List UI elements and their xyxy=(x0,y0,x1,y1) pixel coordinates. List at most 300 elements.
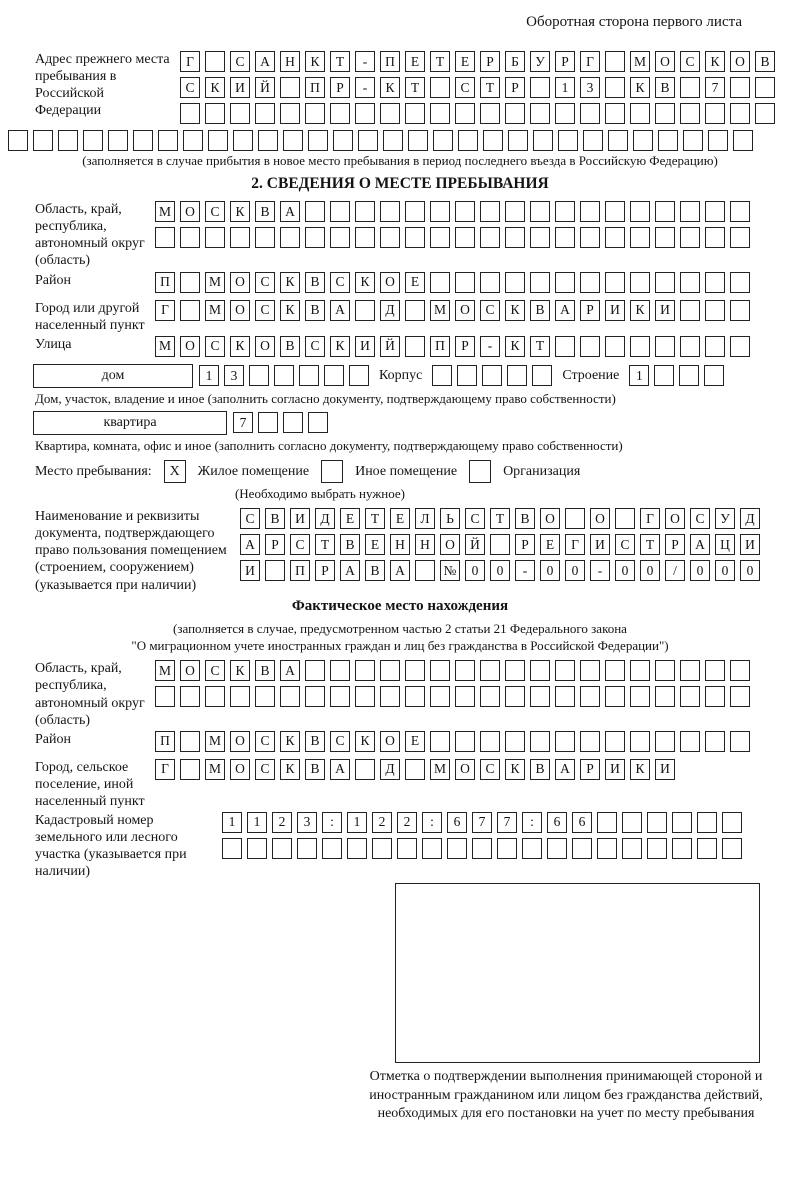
char-cell[interactable]: О xyxy=(540,508,560,529)
char-cell[interactable] xyxy=(305,686,325,707)
char-cell[interactable]: 1 xyxy=(222,812,242,833)
char-cell[interactable]: 0 xyxy=(715,560,735,581)
char-cell[interactable] xyxy=(532,365,552,386)
char-cell[interactable] xyxy=(755,103,775,124)
char-cell[interactable] xyxy=(580,660,600,681)
char-cell[interactable] xyxy=(347,838,367,859)
char-cell[interactable] xyxy=(522,838,542,859)
char-cell[interactable]: 1 xyxy=(199,365,219,386)
char-cell[interactable] xyxy=(280,77,300,98)
char-cell[interactable]: О xyxy=(655,51,675,72)
char-cell[interactable] xyxy=(180,686,200,707)
char-cell[interactable]: О xyxy=(665,508,685,529)
char-cell[interactable] xyxy=(380,660,400,681)
char-cell[interactable] xyxy=(133,130,153,151)
char-cell[interactable] xyxy=(447,838,467,859)
char-cell[interactable] xyxy=(672,812,692,833)
char-cell[interactable]: В xyxy=(280,336,300,357)
char-cell[interactable]: Р xyxy=(315,560,335,581)
char-cell[interactable] xyxy=(605,51,625,72)
char-cell[interactable] xyxy=(455,103,475,124)
char-cell[interactable]: П xyxy=(155,272,175,293)
char-cell[interactable]: В xyxy=(305,731,325,752)
char-cell[interactable] xyxy=(258,412,278,433)
char-cell[interactable] xyxy=(233,130,253,151)
char-cell[interactable] xyxy=(472,838,492,859)
char-cell[interactable] xyxy=(280,103,300,124)
char-cell[interactable] xyxy=(330,201,350,222)
char-cell[interactable] xyxy=(555,660,575,681)
char-cell[interactable] xyxy=(180,227,200,248)
char-cell[interactable] xyxy=(697,812,717,833)
char-cell[interactable] xyxy=(505,201,525,222)
stay-type-checkbox-organization[interactable] xyxy=(469,460,491,483)
char-cell[interactable] xyxy=(530,201,550,222)
char-cell[interactable] xyxy=(405,336,425,357)
char-cell[interactable]: К xyxy=(280,300,300,321)
char-cell[interactable] xyxy=(405,227,425,248)
char-cell[interactable]: Р xyxy=(480,51,500,72)
char-cell[interactable] xyxy=(555,272,575,293)
char-cell[interactable]: В xyxy=(530,300,550,321)
char-cell[interactable]: П xyxy=(305,77,325,98)
char-cell[interactable] xyxy=(730,201,750,222)
char-cell[interactable]: Р xyxy=(580,300,600,321)
char-cell[interactable] xyxy=(330,686,350,707)
char-cell[interactable] xyxy=(722,838,742,859)
char-cell[interactable]: М xyxy=(205,272,225,293)
char-cell[interactable] xyxy=(655,660,675,681)
char-cell[interactable]: О xyxy=(730,51,750,72)
char-cell[interactable] xyxy=(430,272,450,293)
char-cell[interactable] xyxy=(555,731,575,752)
char-cell[interactable]: С xyxy=(205,336,225,357)
char-cell[interactable]: О xyxy=(230,759,250,780)
char-cell[interactable] xyxy=(605,686,625,707)
char-cell[interactable] xyxy=(330,227,350,248)
char-cell[interactable] xyxy=(280,227,300,248)
char-cell[interactable] xyxy=(697,838,717,859)
char-cell[interactable]: А xyxy=(255,51,275,72)
char-cell[interactable] xyxy=(505,686,525,707)
char-cell[interactable] xyxy=(355,300,375,321)
char-cell[interactable] xyxy=(647,838,667,859)
char-cell[interactable]: № xyxy=(440,560,460,581)
char-cell[interactable] xyxy=(480,660,500,681)
char-cell[interactable]: Н xyxy=(415,534,435,555)
char-cell[interactable]: О xyxy=(380,272,400,293)
char-cell[interactable] xyxy=(605,201,625,222)
char-cell[interactable] xyxy=(608,130,628,151)
char-cell[interactable]: К xyxy=(230,336,250,357)
char-cell[interactable]: Ц xyxy=(715,534,735,555)
char-cell[interactable]: Г xyxy=(155,300,175,321)
char-cell[interactable]: С xyxy=(255,300,275,321)
char-cell[interactable]: О xyxy=(180,660,200,681)
char-cell[interactable] xyxy=(647,812,667,833)
char-cell[interactable]: М xyxy=(205,300,225,321)
char-cell[interactable]: Т xyxy=(490,508,510,529)
char-cell[interactable] xyxy=(605,660,625,681)
char-cell[interactable] xyxy=(247,838,267,859)
char-cell[interactable]: М xyxy=(430,759,450,780)
char-cell[interactable]: Б xyxy=(505,51,525,72)
char-cell[interactable] xyxy=(680,731,700,752)
char-cell[interactable] xyxy=(355,227,375,248)
char-cell[interactable] xyxy=(255,686,275,707)
char-cell[interactable]: К xyxy=(630,77,650,98)
char-cell[interactable] xyxy=(430,731,450,752)
char-cell[interactable] xyxy=(380,227,400,248)
char-cell[interactable] xyxy=(355,103,375,124)
char-cell[interactable]: С xyxy=(290,534,310,555)
char-cell[interactable] xyxy=(680,272,700,293)
char-cell[interactable] xyxy=(615,508,635,529)
char-cell[interactable] xyxy=(705,227,725,248)
char-cell[interactable] xyxy=(558,130,578,151)
char-cell[interactable]: Е xyxy=(405,51,425,72)
char-cell[interactable]: Р xyxy=(580,759,600,780)
char-cell[interactable] xyxy=(430,77,450,98)
char-cell[interactable]: К xyxy=(280,759,300,780)
char-cell[interactable] xyxy=(565,508,585,529)
char-cell[interactable] xyxy=(597,838,617,859)
char-cell[interactable]: С xyxy=(330,731,350,752)
char-cell[interactable]: 3 xyxy=(297,812,317,833)
char-cell[interactable]: В xyxy=(305,759,325,780)
char-cell[interactable]: Т xyxy=(640,534,660,555)
char-cell[interactable] xyxy=(358,130,378,151)
char-cell[interactable]: И xyxy=(605,300,625,321)
char-cell[interactable] xyxy=(205,51,225,72)
char-cell[interactable] xyxy=(679,365,699,386)
char-cell[interactable]: : xyxy=(422,812,442,833)
char-cell[interactable] xyxy=(430,686,450,707)
char-cell[interactable] xyxy=(580,272,600,293)
char-cell[interactable] xyxy=(572,838,592,859)
char-cell[interactable] xyxy=(705,272,725,293)
char-cell[interactable]: С xyxy=(455,77,475,98)
char-cell[interactable]: Т xyxy=(430,51,450,72)
char-cell[interactable]: К xyxy=(230,660,250,681)
char-cell[interactable] xyxy=(530,272,550,293)
char-cell[interactable]: К xyxy=(330,336,350,357)
char-cell[interactable] xyxy=(597,812,617,833)
char-cell[interactable] xyxy=(180,272,200,293)
char-cell[interactable]: В xyxy=(515,508,535,529)
char-cell[interactable]: С xyxy=(255,759,275,780)
char-cell[interactable]: К xyxy=(505,759,525,780)
char-cell[interactable] xyxy=(705,103,725,124)
char-cell[interactable] xyxy=(158,130,178,151)
char-cell[interactable]: Т xyxy=(480,77,500,98)
char-cell[interactable]: В xyxy=(365,560,385,581)
char-cell[interactable]: Р xyxy=(265,534,285,555)
char-cell[interactable] xyxy=(705,300,725,321)
char-cell[interactable]: А xyxy=(555,300,575,321)
char-cell[interactable]: 0 xyxy=(465,560,485,581)
char-cell[interactable] xyxy=(305,227,325,248)
char-cell[interactable] xyxy=(305,201,325,222)
char-cell[interactable] xyxy=(580,336,600,357)
stay-type-checkbox-residential[interactable]: X xyxy=(164,460,186,483)
char-cell[interactable] xyxy=(380,201,400,222)
char-cell[interactable] xyxy=(654,365,674,386)
char-cell[interactable] xyxy=(555,103,575,124)
char-cell[interactable] xyxy=(208,130,228,151)
char-cell[interactable]: Г xyxy=(640,508,660,529)
char-cell[interactable]: К xyxy=(355,731,375,752)
char-cell[interactable] xyxy=(283,130,303,151)
char-cell[interactable] xyxy=(730,336,750,357)
char-cell[interactable] xyxy=(705,336,725,357)
char-cell[interactable] xyxy=(555,686,575,707)
char-cell[interactable] xyxy=(58,130,78,151)
char-cell[interactable]: : xyxy=(322,812,342,833)
char-cell[interactable]: 7 xyxy=(472,812,492,833)
char-cell[interactable]: О xyxy=(440,534,460,555)
char-cell[interactable]: И xyxy=(740,534,760,555)
char-cell[interactable]: И xyxy=(655,300,675,321)
char-cell[interactable] xyxy=(672,838,692,859)
char-cell[interactable] xyxy=(405,660,425,681)
char-cell[interactable] xyxy=(422,838,442,859)
char-cell[interactable] xyxy=(383,130,403,151)
char-cell[interactable] xyxy=(330,660,350,681)
char-cell[interactable]: Д xyxy=(380,300,400,321)
char-cell[interactable]: М xyxy=(205,731,225,752)
char-cell[interactable] xyxy=(430,201,450,222)
char-cell[interactable]: Ь xyxy=(440,508,460,529)
char-cell[interactable]: 7 xyxy=(233,412,253,433)
char-cell[interactable] xyxy=(755,77,775,98)
char-cell[interactable]: Г xyxy=(155,759,175,780)
char-cell[interactable]: Р xyxy=(505,77,525,98)
char-cell[interactable]: Т xyxy=(530,336,550,357)
char-cell[interactable]: Е xyxy=(390,508,410,529)
char-cell[interactable]: С xyxy=(255,272,275,293)
char-cell[interactable]: К xyxy=(630,300,650,321)
char-cell[interactable]: В xyxy=(305,272,325,293)
char-cell[interactable]: А xyxy=(690,534,710,555)
char-cell[interactable]: 0 xyxy=(690,560,710,581)
char-cell[interactable]: 0 xyxy=(540,560,560,581)
char-cell[interactable] xyxy=(655,731,675,752)
char-cell[interactable] xyxy=(630,686,650,707)
char-cell[interactable]: 0 xyxy=(640,560,660,581)
char-cell[interactable]: С xyxy=(330,272,350,293)
house-type-box[interactable]: дом xyxy=(33,364,193,388)
char-cell[interactable]: 6 xyxy=(547,812,567,833)
char-cell[interactable]: Т xyxy=(405,77,425,98)
char-cell[interactable]: М xyxy=(155,336,175,357)
char-cell[interactable] xyxy=(255,227,275,248)
char-cell[interactable]: - xyxy=(515,560,535,581)
char-cell[interactable]: Г xyxy=(580,51,600,72)
char-cell[interactable]: И xyxy=(240,560,260,581)
char-cell[interactable]: О xyxy=(230,272,250,293)
char-cell[interactable] xyxy=(265,560,285,581)
char-cell[interactable]: Г xyxy=(565,534,585,555)
char-cell[interactable] xyxy=(630,731,650,752)
char-cell[interactable] xyxy=(730,272,750,293)
char-cell[interactable]: 7 xyxy=(497,812,517,833)
char-cell[interactable]: Е xyxy=(455,51,475,72)
char-cell[interactable] xyxy=(330,103,350,124)
char-cell[interactable] xyxy=(655,103,675,124)
char-cell[interactable]: - xyxy=(355,77,375,98)
char-cell[interactable] xyxy=(655,201,675,222)
char-cell[interactable]: К xyxy=(355,272,375,293)
char-cell[interactable] xyxy=(530,660,550,681)
char-cell[interactable]: У xyxy=(530,51,550,72)
char-cell[interactable] xyxy=(180,300,200,321)
char-cell[interactable]: П xyxy=(380,51,400,72)
char-cell[interactable] xyxy=(482,365,502,386)
char-cell[interactable] xyxy=(405,201,425,222)
char-cell[interactable]: М xyxy=(430,300,450,321)
char-cell[interactable]: А xyxy=(555,759,575,780)
char-cell[interactable]: В xyxy=(265,508,285,529)
char-cell[interactable] xyxy=(680,686,700,707)
char-cell[interactable]: М xyxy=(155,201,175,222)
char-cell[interactable] xyxy=(655,227,675,248)
char-cell[interactable] xyxy=(308,130,328,151)
char-cell[interactable]: Й xyxy=(465,534,485,555)
char-cell[interactable]: И xyxy=(655,759,675,780)
stay-type-checkbox-other[interactable] xyxy=(321,460,343,483)
char-cell[interactable] xyxy=(655,336,675,357)
char-cell[interactable] xyxy=(722,812,742,833)
char-cell[interactable] xyxy=(405,686,425,707)
char-cell[interactable]: - xyxy=(590,560,610,581)
char-cell[interactable]: А xyxy=(240,534,260,555)
char-cell[interactable] xyxy=(622,838,642,859)
char-cell[interactable] xyxy=(505,103,525,124)
char-cell[interactable]: М xyxy=(630,51,650,72)
char-cell[interactable] xyxy=(505,227,525,248)
char-cell[interactable]: Т xyxy=(330,51,350,72)
char-cell[interactable]: / xyxy=(665,560,685,581)
char-cell[interactable] xyxy=(680,103,700,124)
char-cell[interactable]: К xyxy=(280,272,300,293)
char-cell[interactable]: 0 xyxy=(615,560,635,581)
char-cell[interactable]: В xyxy=(305,300,325,321)
char-cell[interactable] xyxy=(605,272,625,293)
char-cell[interactable]: Н xyxy=(390,534,410,555)
char-cell[interactable]: С xyxy=(680,51,700,72)
char-cell[interactable] xyxy=(505,731,525,752)
char-cell[interactable]: М xyxy=(205,759,225,780)
char-cell[interactable] xyxy=(622,812,642,833)
char-cell[interactable] xyxy=(274,365,294,386)
char-cell[interactable] xyxy=(555,336,575,357)
char-cell[interactable] xyxy=(355,759,375,780)
apartment-type-box[interactable]: квартира xyxy=(33,411,227,435)
char-cell[interactable] xyxy=(258,130,278,151)
char-cell[interactable]: 2 xyxy=(372,812,392,833)
char-cell[interactable] xyxy=(630,336,650,357)
char-cell[interactable] xyxy=(430,660,450,681)
char-cell[interactable] xyxy=(680,227,700,248)
char-cell[interactable]: И xyxy=(355,336,375,357)
char-cell[interactable] xyxy=(547,838,567,859)
char-cell[interactable]: Д xyxy=(380,759,400,780)
char-cell[interactable] xyxy=(397,838,417,859)
char-cell[interactable] xyxy=(280,686,300,707)
char-cell[interactable]: К xyxy=(380,77,400,98)
char-cell[interactable] xyxy=(480,272,500,293)
char-cell[interactable]: Й xyxy=(255,77,275,98)
char-cell[interactable]: С xyxy=(690,508,710,529)
char-cell[interactable] xyxy=(405,300,425,321)
char-cell[interactable]: Е xyxy=(405,731,425,752)
char-cell[interactable] xyxy=(708,130,728,151)
char-cell[interactable]: 6 xyxy=(447,812,467,833)
char-cell[interactable]: С xyxy=(180,77,200,98)
char-cell[interactable] xyxy=(305,660,325,681)
char-cell[interactable]: Е xyxy=(340,508,360,529)
char-cell[interactable] xyxy=(605,336,625,357)
char-cell[interactable] xyxy=(480,201,500,222)
char-cell[interactable] xyxy=(730,103,750,124)
char-cell[interactable] xyxy=(305,103,325,124)
char-cell[interactable]: П xyxy=(155,731,175,752)
char-cell[interactable] xyxy=(205,227,225,248)
char-cell[interactable]: С xyxy=(205,660,225,681)
char-cell[interactable]: П xyxy=(290,560,310,581)
char-cell[interactable] xyxy=(355,201,375,222)
char-cell[interactable] xyxy=(405,103,425,124)
char-cell[interactable] xyxy=(530,731,550,752)
char-cell[interactable] xyxy=(683,130,703,151)
char-cell[interactable] xyxy=(680,336,700,357)
char-cell[interactable] xyxy=(633,130,653,151)
char-cell[interactable] xyxy=(630,103,650,124)
char-cell[interactable]: К xyxy=(630,759,650,780)
char-cell[interactable]: 3 xyxy=(224,365,244,386)
char-cell[interactable] xyxy=(297,838,317,859)
char-cell[interactable]: К xyxy=(305,51,325,72)
char-cell[interactable]: А xyxy=(280,201,300,222)
char-cell[interactable]: 2 xyxy=(397,812,417,833)
char-cell[interactable] xyxy=(705,660,725,681)
char-cell[interactable] xyxy=(455,731,475,752)
char-cell[interactable]: С xyxy=(305,336,325,357)
char-cell[interactable] xyxy=(255,103,275,124)
char-cell[interactable]: А xyxy=(330,759,350,780)
char-cell[interactable] xyxy=(372,838,392,859)
char-cell[interactable] xyxy=(555,227,575,248)
char-cell[interactable]: А xyxy=(330,300,350,321)
char-cell[interactable]: 1 xyxy=(629,365,649,386)
char-cell[interactable] xyxy=(480,227,500,248)
char-cell[interactable]: А xyxy=(390,560,410,581)
char-cell[interactable] xyxy=(605,227,625,248)
char-cell[interactable]: С xyxy=(615,534,635,555)
char-cell[interactable]: И xyxy=(290,508,310,529)
char-cell[interactable] xyxy=(730,686,750,707)
char-cell[interactable] xyxy=(680,660,700,681)
char-cell[interactable] xyxy=(83,130,103,151)
char-cell[interactable]: С xyxy=(230,51,250,72)
char-cell[interactable] xyxy=(380,103,400,124)
char-cell[interactable] xyxy=(249,365,269,386)
char-cell[interactable] xyxy=(455,272,475,293)
char-cell[interactable]: Е xyxy=(365,534,385,555)
char-cell[interactable] xyxy=(355,686,375,707)
char-cell[interactable] xyxy=(580,201,600,222)
